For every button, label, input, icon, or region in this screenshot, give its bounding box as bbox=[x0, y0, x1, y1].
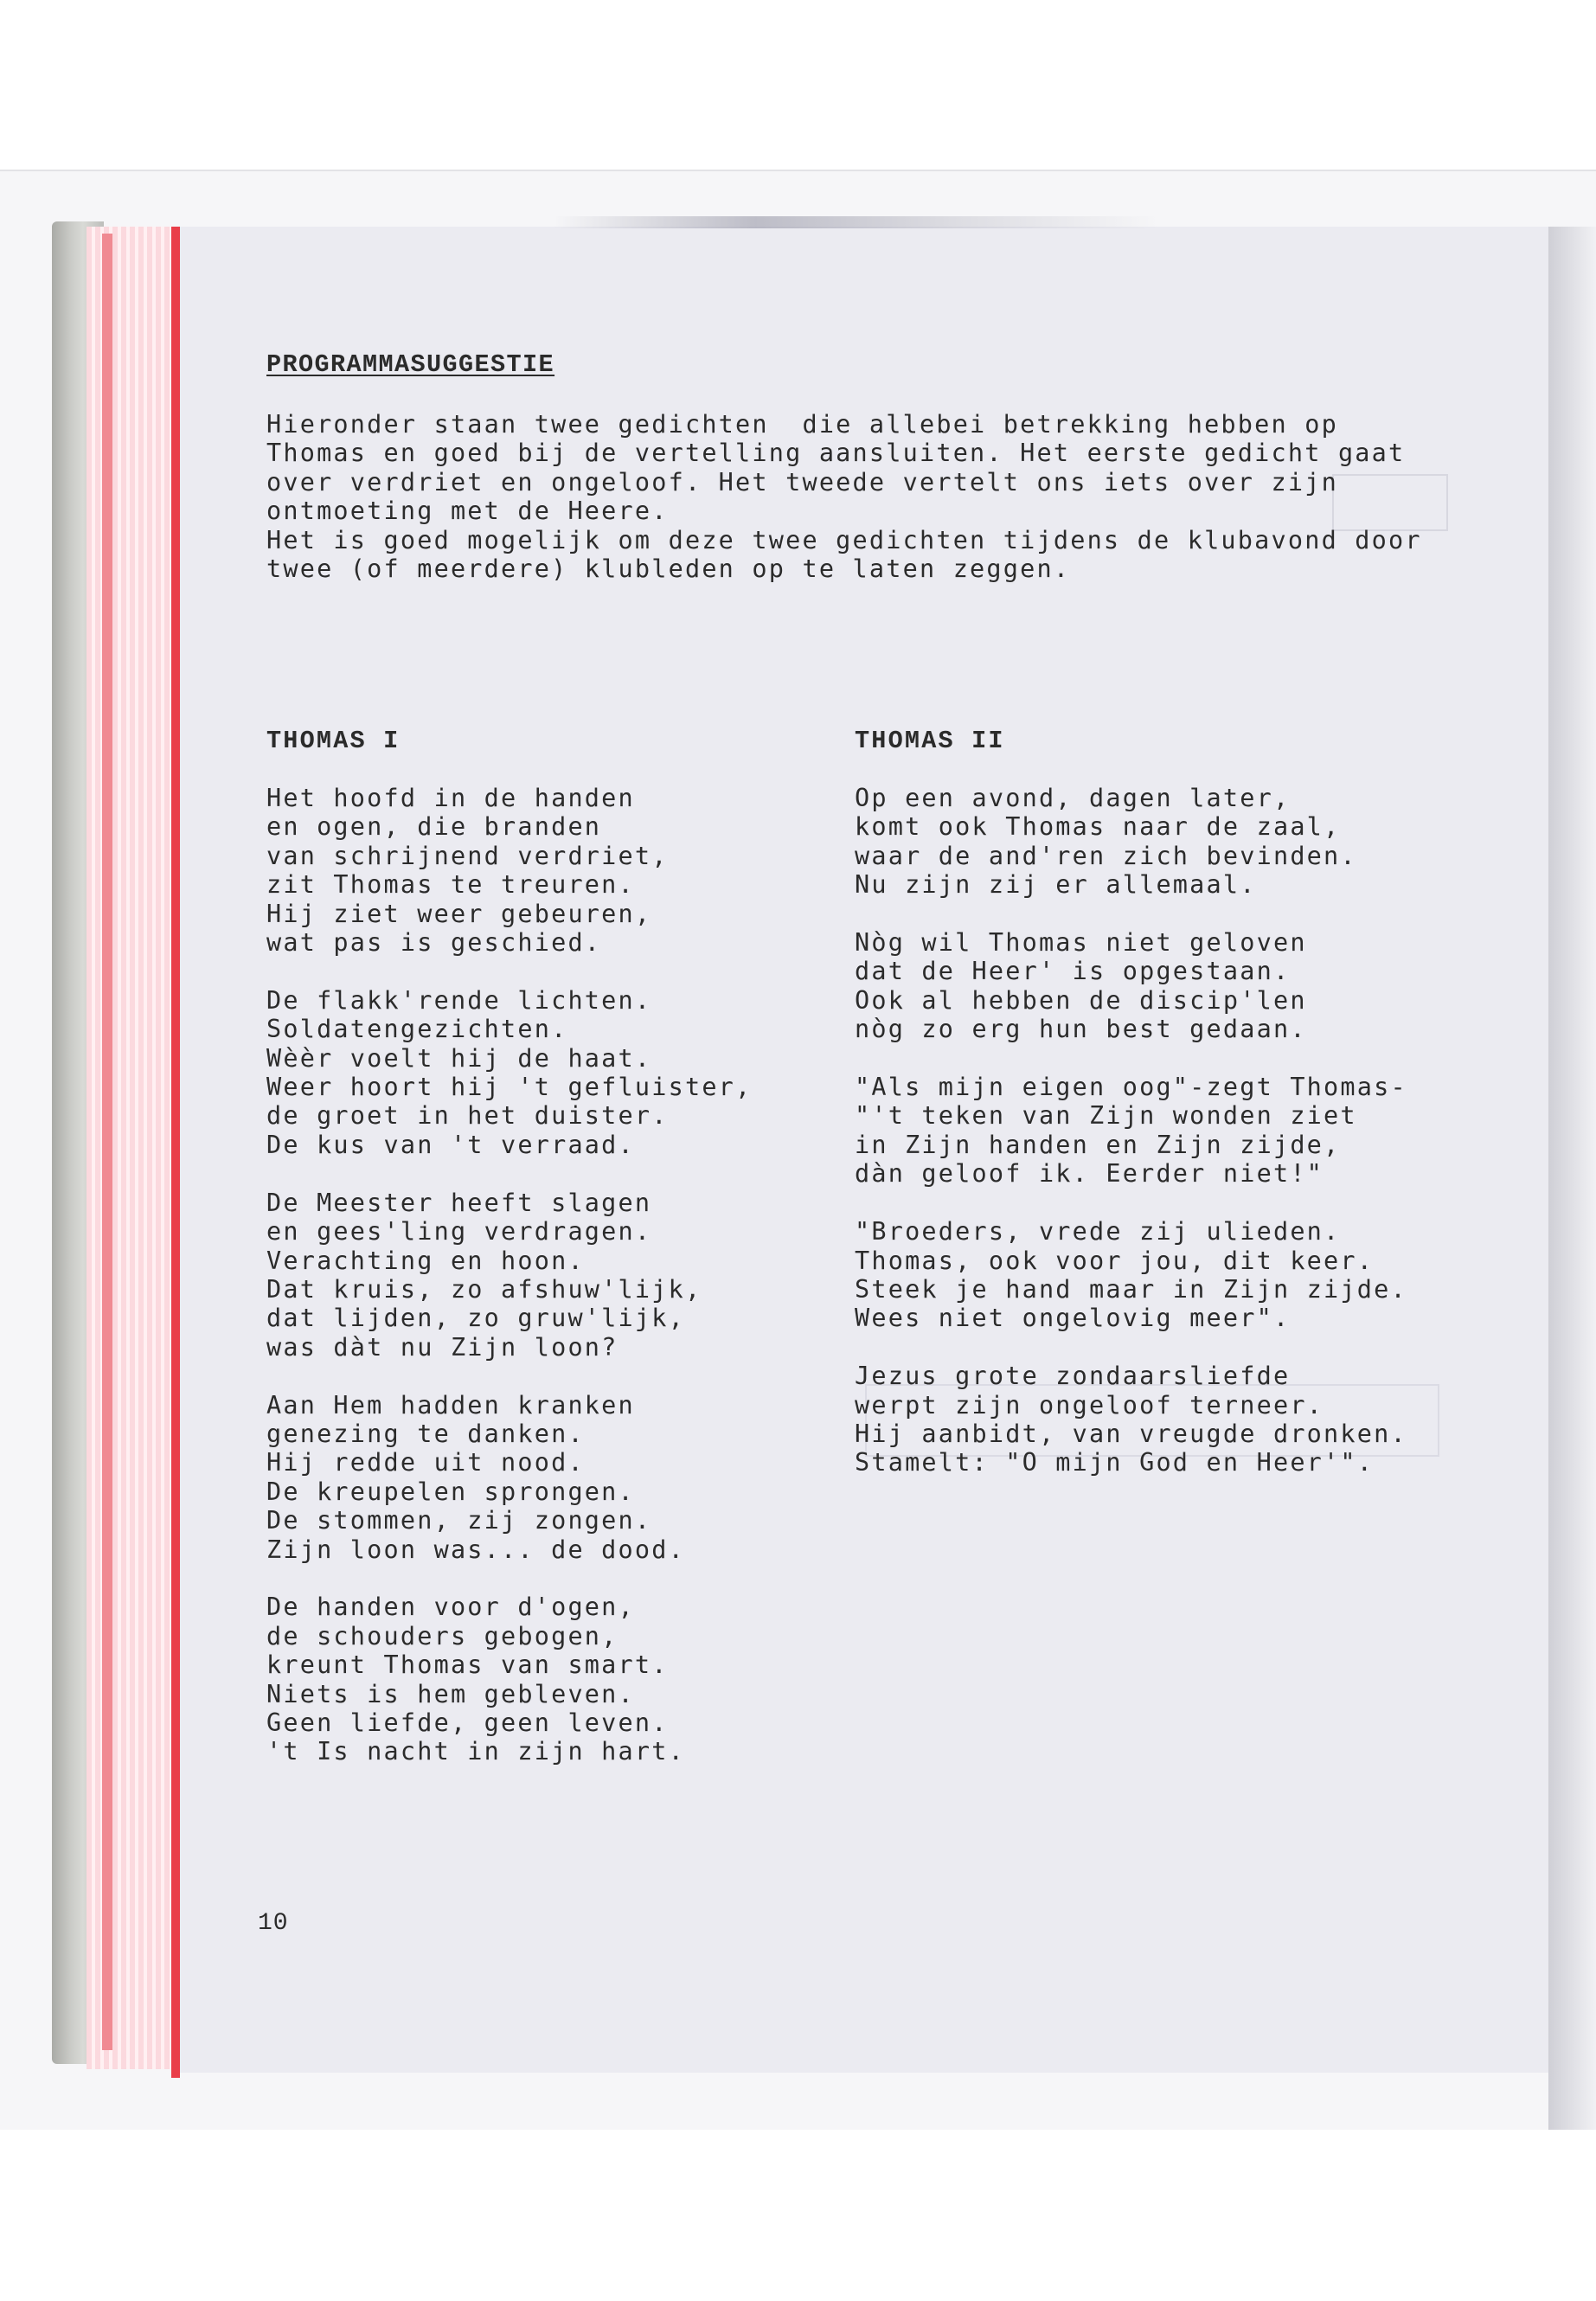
poem-line: Ook al hebben de discip'len bbox=[855, 985, 1307, 1015]
poem-line: "Als mijn eigen oog"-zegt Thomas- bbox=[855, 1073, 1407, 1102]
poem-line: zit Thomas te treuren. bbox=[266, 870, 635, 900]
poem-line: Weer hoort hij 't gefluister, bbox=[266, 1073, 753, 1102]
poem-line: wat pas is geschied. bbox=[266, 928, 602, 958]
poem-title-thomas-2: THOMAS II bbox=[855, 727, 1005, 755]
poem-line: was dàt nu Zijn loon? bbox=[266, 1332, 619, 1362]
poem-line: De Meester heeft slagen bbox=[266, 1188, 652, 1217]
poem-line: Steek je hand maar in Zijn zijde. bbox=[855, 1274, 1407, 1304]
poem-line: "Broeders, vrede zij ulieden. bbox=[855, 1217, 1341, 1247]
poem-line: 't Is nacht in zijn hart. bbox=[266, 1737, 685, 1766]
poem-line: Thomas, ook voor jou, dit keer. bbox=[855, 1246, 1375, 1275]
page-shadow bbox=[1548, 227, 1596, 2130]
poem-line: komt ook Thomas naar de zaal, bbox=[855, 812, 1341, 842]
poem-line: Hij aanbidt, van vreugde dronken. bbox=[855, 1419, 1407, 1448]
poem-line: Wèèr voelt hij de haat. bbox=[266, 1043, 652, 1073]
poem-line: de schouders gebogen, bbox=[266, 1621, 619, 1650]
poem-line: en gees'ling verdragen. bbox=[266, 1217, 652, 1247]
poem-line: De kreupelen sprongen. bbox=[266, 1477, 635, 1506]
poem-line: nòg zo erg hun best gedaan. bbox=[855, 1015, 1307, 1044]
poem-line: genezing te danken. bbox=[266, 1419, 585, 1448]
poem-line: werpt zijn ongeloof terneer. bbox=[855, 1390, 1324, 1420]
intro-line: Thomas en goed bij de vertelling aansluiten. Het eerste gedicht gaat bbox=[266, 439, 1406, 468]
poem-line: Jezus grote zondaarsliefde bbox=[855, 1362, 1291, 1391]
page-number: 10 bbox=[258, 1910, 289, 1937]
poem-line: kreunt Thomas van smart. bbox=[266, 1650, 669, 1680]
page-edges bbox=[87, 227, 182, 2069]
poem-line: Aan Hem hadden kranken bbox=[266, 1390, 635, 1420]
intro-paragraph bbox=[266, 410, 1422, 583]
poem-line: Het hoofd in de handen bbox=[266, 784, 635, 812]
poem-line: Op een avond, dagen later, bbox=[855, 784, 1291, 812]
poem-line: Hij ziet weer gebeuren, bbox=[266, 899, 652, 928]
red-page-edge-inner bbox=[102, 234, 112, 2050]
poem-line: en ogen, die branden bbox=[266, 812, 602, 842]
poem-line: Nòg wil Thomas niet geloven bbox=[855, 928, 1307, 958]
poem-line: dat lijden, zo gruw'lijk, bbox=[266, 1304, 685, 1333]
intro-line: over verdriet en ongeloof. Het tweede vertelt ons iets over zijn bbox=[266, 467, 1338, 497]
poem-thomas-1 bbox=[266, 784, 752, 1766]
poem-line: Soldatengezichten. bbox=[266, 1015, 568, 1044]
poem-line: in Zijn handen en Zijn zijde, bbox=[855, 1130, 1341, 1159]
poem-line: De stommen, zij zongen. bbox=[266, 1506, 652, 1535]
poem-line: Niets is hem gebleven. bbox=[266, 1679, 635, 1708]
poem-line: Verachting en hoon. bbox=[266, 1246, 585, 1275]
intro-line: ontmoeting met de Heere. bbox=[266, 497, 669, 526]
scan-smudge bbox=[554, 216, 1159, 228]
poem-line: De kus van 't verraad. bbox=[266, 1130, 635, 1159]
poem-line: van schrijnend verdriet, bbox=[266, 841, 669, 870]
poem-line: de groet in het duister. bbox=[266, 1101, 669, 1131]
poem-line: Stamelt: "O mijn God en Heer'". bbox=[855, 1448, 1375, 1477]
poem-line: Nu zijn zij er allemaal. bbox=[855, 870, 1257, 900]
poem-line: Dat kruis, zo afshuw'lijk, bbox=[266, 1274, 702, 1304]
poem-line: De handen voor d'ogen, bbox=[266, 1593, 635, 1622]
poem-line: Zijn loon was... de dood. bbox=[266, 1535, 685, 1564]
poem-title-thomas-1: THOMAS I bbox=[266, 727, 401, 755]
poem-line: Wees niet ongelovig meer". bbox=[855, 1304, 1291, 1333]
poem-line: "'t teken van Zijn wonden ziet bbox=[855, 1101, 1357, 1131]
poem-line: dat de Heer' is opgestaan. bbox=[855, 957, 1291, 986]
red-page-edge bbox=[171, 227, 180, 2078]
poem-line: De flakk'rende lichten. bbox=[266, 985, 652, 1015]
poem-line: dàn geloof ik. Eerder niet!" bbox=[855, 1159, 1324, 1189]
poem-thomas-2 bbox=[855, 784, 1407, 1477]
intro-line: twee (of meerdere) klubleden op te laten zeggen. bbox=[266, 554, 1071, 584]
poem-line: waar de and'ren zich bevinden. bbox=[855, 841, 1357, 870]
intro-line: Het is goed mogelijk om deze twee gedichten tijdens de klubavond door bbox=[266, 525, 1422, 554]
poem-line: Geen liefde, geen leven. bbox=[266, 1708, 669, 1737]
poem-line: Hij redde uit nood. bbox=[266, 1448, 585, 1477]
section-heading: PROGRAMMASUGGESTIE bbox=[266, 350, 555, 379]
intro-line: Hieronder staan twee gedichten die allebei betrekking hebben op bbox=[266, 410, 1338, 439]
